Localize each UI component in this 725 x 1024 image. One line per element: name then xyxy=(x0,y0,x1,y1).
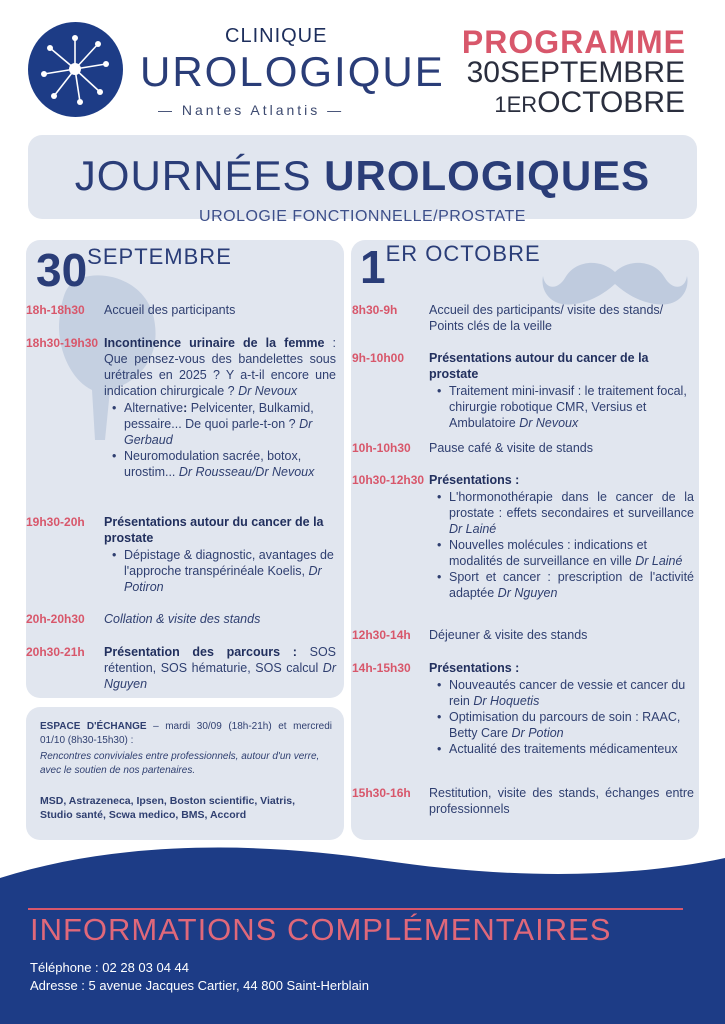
info-label: ESPACE D'ÉCHANGE xyxy=(40,721,147,732)
day1-time-4: 20h-20h30 xyxy=(26,612,85,626)
day2-entry-4-title: Présentations : xyxy=(429,473,520,487)
info-dates-text: – mardi 30/09 (18h-21h) et mercredi 01/10 (8h30-15h30) : xyxy=(40,721,333,746)
day2-heading xyxy=(360,240,541,294)
day2-entry-6-title: Présentations : xyxy=(429,661,520,675)
date-line-1-month: SEPTEMBRE xyxy=(499,56,685,89)
info-partners: MSD, Astrazeneca, Ipsen, Boston scientific, Viatris, Studio santé, Scwa medico, BMS, Accord xyxy=(40,795,295,821)
day1-heading-num: 30 xyxy=(36,244,88,296)
day2-entry-6 xyxy=(429,660,694,757)
day1-entry-5-author: Dr Nguyen xyxy=(104,661,336,691)
day1-entry-3 xyxy=(104,514,336,595)
day2-entry-4-bullet-2: • Nouvelles molécules : indications et modalités de surveillance en ville Dr Lainé xyxy=(437,537,694,569)
day2-time-3: 10h-10h30 xyxy=(352,441,411,455)
info-description: Rencontres conviviales entre professionnels, autour d'un verre, avec le soutien de nos partenaires. xyxy=(40,751,320,776)
day1-entry-2-author: Dr Nevoux xyxy=(238,384,298,398)
logo-clinique-text: CLINIQUE xyxy=(225,25,328,47)
day2-entry-6-bullet-2: • Optimisation du parcours de soin : RAAC, Betty Care Dr Potion xyxy=(437,709,694,741)
footer-divider xyxy=(28,908,683,910)
day1-time-1: 18h-18h30 xyxy=(26,303,85,317)
day2-entry-7 xyxy=(429,785,694,817)
day2-entry-1-text: Accueil des participants/ visite des stands/ Points clés de la veille xyxy=(429,303,664,333)
page-title-bold: UROLOGIQUES xyxy=(324,152,651,199)
day2-time-2: 9h-10h00 xyxy=(352,351,405,365)
date-line-1 xyxy=(467,56,685,90)
day1-entry-1 xyxy=(104,302,336,318)
day2-time-6: 14h-15h30 xyxy=(352,661,411,675)
date-line-2-month: OCTOBRE xyxy=(537,86,685,119)
day2-time-7: 15h30-16h xyxy=(352,786,411,800)
day2-entry-5-text: Déjeuner & visite des stands xyxy=(429,628,588,642)
date-line-2-prefix: 1ER xyxy=(494,92,538,117)
day1-heading-rest: SEPTEMBRE xyxy=(87,244,232,269)
day1-heading xyxy=(36,243,232,297)
footer-title: INFORMATIONS COMPLÉMENTAIRES xyxy=(30,912,612,947)
footer-phone: Téléphone : 02 28 03 04 44 xyxy=(30,960,190,975)
day1-entry-2-bullet-1: • Alternative: Pelvicenter, Bulkamid, pessaire... De quoi parle-t-on ? Dr Gerbaud xyxy=(112,400,336,448)
programme-label: PROGRAMME xyxy=(461,24,686,60)
day2-entry-7-text: Restitution, visite des stands, échanges entre professionnels xyxy=(429,786,694,816)
day1-entry-5 xyxy=(104,644,336,692)
day1-time-2: 18h30-19h30 xyxy=(26,336,99,350)
day2-entry-2 xyxy=(429,350,694,431)
page-title-prefix: JOURNÉES xyxy=(74,152,325,199)
day1-entry-4-text: Collation & visite des stands xyxy=(104,612,261,626)
day2-entry-1 xyxy=(429,302,694,334)
page-title xyxy=(28,152,697,200)
mustache-icon xyxy=(540,250,690,310)
day1-time-5: 20h30-21h xyxy=(26,645,85,659)
day1-entry-5-text: SOS rétention, SOS hématurie, SOS calcul xyxy=(104,645,337,675)
day2-entry-2-title: Présentations autour du cancer de la prostate xyxy=(429,351,649,381)
day2-entry-4 xyxy=(429,472,694,601)
day2-entry-4-bullet-1: • L'hormonothérapie dans le cancer de la prostate : effets secondaires et surveillance Dr Lainé xyxy=(437,489,694,537)
day1-time-3: 19h30-20h xyxy=(26,515,85,529)
day1-entry-2-text: : Que pensez-vous des bandelettes sous urétrales en 2025 ? Y a-t-il encore une indication chirurgicale ? xyxy=(104,336,336,398)
day2-time-5: 12h30-14h xyxy=(352,628,411,642)
logo-urologique-text: UROLOGIQUE xyxy=(140,48,445,95)
logo-location-text: — Nantes Atlantis — xyxy=(158,102,345,118)
day1-entry-2-bullet-2: • Neuromodulation sacrée, botox, urostim... Dr Rousseau/Dr Nevoux xyxy=(112,448,336,480)
day2-entry-2-bullet-1: • Traitement mini-invasif : le traitement focal, chirurgie robotique CMR, Versius et Ambulatoire Dr Nevoux xyxy=(437,383,694,431)
day1-entry-5-title: Présentation des parcours : xyxy=(104,645,297,659)
page-subtitle: UROLOGIE FONCTIONNELLE/PROSTATE xyxy=(199,208,526,225)
footer-address: Adresse : 5 avenue Jacques Cartier, 44 800 Saint-Herblain xyxy=(30,978,369,993)
date-line-1-num: 30 xyxy=(466,56,500,89)
logo-network-icon xyxy=(28,22,123,117)
day2-entry-5 xyxy=(429,627,694,643)
day1-entry-2-title: Incontinence urinaire de la femme xyxy=(104,336,325,350)
day2-time-1: 8h30-9h xyxy=(352,303,398,317)
date-line-2 xyxy=(494,86,685,120)
day2-entry-6-bullet-3: • Actualité des traitements médicamenteux xyxy=(437,741,694,757)
day2-heading-rest: ER OCTOBRE xyxy=(385,241,541,266)
day2-time-4: 10h30-12h30 xyxy=(352,473,425,487)
day1-entry-1-text: Accueil des participants xyxy=(104,303,236,317)
info-dates xyxy=(40,720,332,748)
day1-entry-4 xyxy=(104,611,336,627)
day2-heading-num: 1 xyxy=(360,241,386,293)
day2-entry-6-bullet-1: • Nouveautés cancer de vessie et cancer du rein Dr Hoquetis xyxy=(437,677,694,709)
day2-entry-3-text: Pause café & visite de stands xyxy=(429,441,593,455)
day1-entry-2 xyxy=(104,335,336,480)
day1-entry-3-bullet-1: • Dépistage & diagnostic, avantages de l'approche transpérinéale Koelis, Dr Potiron xyxy=(112,547,336,595)
day1-entry-3-title: Présentations autour du cancer de la prostate xyxy=(104,515,324,545)
day2-entry-3 xyxy=(429,440,694,456)
day2-entry-4-bullet-3: • Sport et cancer : prescription de l'activité adaptée Dr Nguyen xyxy=(437,569,694,601)
